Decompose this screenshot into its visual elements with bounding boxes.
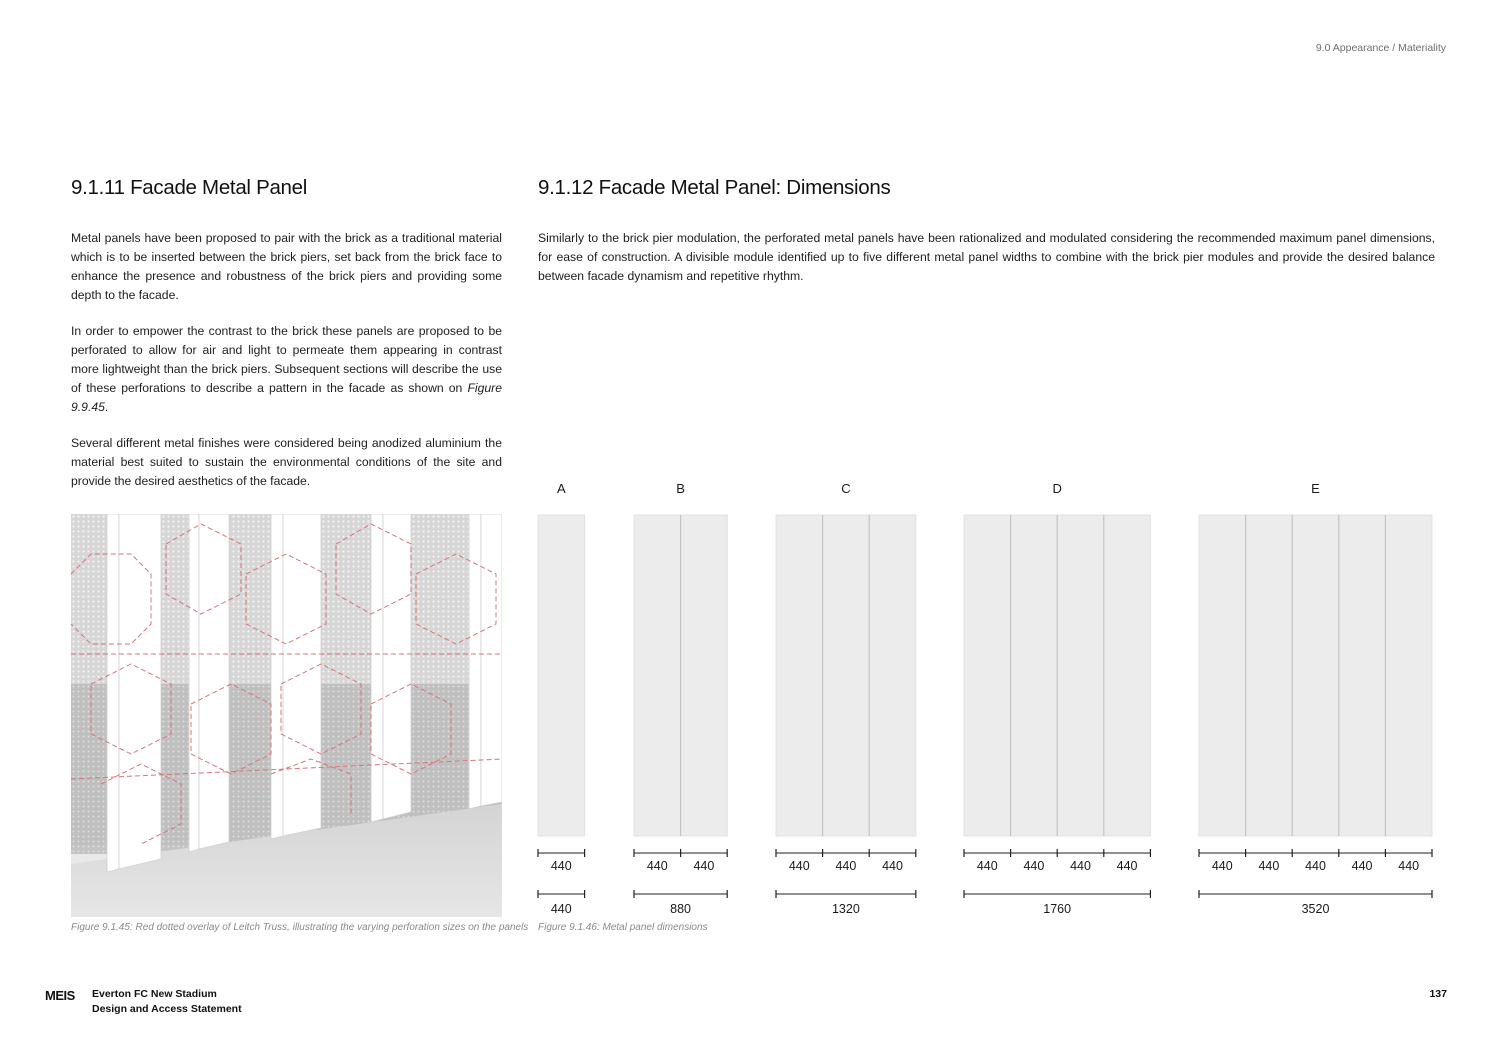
module-dimension-e: 440 bbox=[1211, 859, 1233, 873]
paragraph-3: Several different metal finishes were considered being anodized aluminium the material best suited to sustain the environmental conditions of the site and provide the desired aesthetics of the facade. bbox=[71, 436, 502, 488]
right-intro: Similarly to the brick pier modulation, the perforated metal panels have been rationalized and modulated considering the recommended maximum panel dimensions, for ease of construction. A divisible module identified up to five different metal panel widths to combine with the brick pier modules and provide the desired balance between facade dynamism and repetitive rhythm. bbox=[538, 231, 1435, 283]
left-figure-caption: Figure 9.1.45: Red dotted overlay of Leitch Truss, illustrating the varying perforation sizes on the panels bbox=[71, 922, 529, 933]
module-dimension-e: 440 bbox=[1258, 859, 1280, 873]
module-dimension-c: 440 bbox=[788, 859, 810, 873]
total-dimension-c: 1320 bbox=[831, 902, 860, 916]
panel-label-a: A bbox=[556, 481, 566, 496]
module-dimension-b: 440 bbox=[693, 859, 715, 873]
panel-label-d: D bbox=[1052, 481, 1062, 496]
module-dimension-e: 440 bbox=[1305, 859, 1326, 873]
total-dimension-e: 3520 bbox=[1301, 902, 1330, 916]
module-dimension-b: 440 bbox=[646, 859, 668, 873]
module-dimension-e: 440 bbox=[1398, 859, 1420, 873]
total-dimension-a: 440 bbox=[550, 902, 572, 916]
module-dimension-a: 440 bbox=[550, 859, 572, 873]
paragraph-2: In order to empower the contrast to the brick these panels are proposed to be perforated to allow for air and light to permeate them appearing in contrast more lightweight than the brick piers. Subsequent sections will describe the use of these perforations to describe a pattern in the facade as shown on Figure 9.9.45. bbox=[71, 324, 502, 414]
footer-project-info bbox=[92, 987, 242, 1017]
module-dimension-e: 440 bbox=[1351, 859, 1373, 873]
panel-e bbox=[1199, 515, 1432, 836]
module-dimension-d: 440 bbox=[1070, 859, 1091, 873]
module-dimension-c: 440 bbox=[882, 859, 903, 873]
panel-c bbox=[776, 515, 916, 836]
panel-label-e: E bbox=[1311, 481, 1320, 496]
panel-label-b: B bbox=[676, 481, 685, 496]
panel-label-c: C bbox=[841, 481, 851, 496]
paragraph-1: Metal panels have been proposed to pair with the brick as a traditional material which is to be inserted between the brick piers, set back from the brick face to enhance the presence and robustness of the brick piers and providing some depth to the facade. bbox=[71, 231, 502, 302]
total-dimension-d: 1760 bbox=[1043, 902, 1072, 916]
footer-document: Design and Access Statement bbox=[92, 1003, 242, 1015]
figure-reference: Figure 9.9.45 bbox=[71, 381, 502, 414]
total-dimension-b: 880 bbox=[670, 902, 692, 916]
right-figure-caption: Figure 9.1.46: Metal panel dimensions bbox=[538, 922, 708, 933]
meis-logo: MEIS bbox=[45, 988, 75, 1003]
footer-project: Everton FC New Stadium bbox=[92, 988, 217, 1000]
module-dimension-d: 440 bbox=[976, 859, 998, 873]
left-heading: 9.1.11 Facade Metal Panel bbox=[71, 176, 307, 199]
section-header: 9.0 Appearance / Materiality bbox=[1315, 42, 1446, 54]
panel-a bbox=[538, 515, 585, 836]
module-dimension-d: 440 bbox=[1023, 859, 1045, 873]
module-dimension-c: 440 bbox=[835, 859, 857, 873]
page-number: 137 bbox=[1429, 988, 1447, 1000]
right-heading: 9.1.12 Facade Metal Panel: Dimensions bbox=[538, 176, 891, 199]
module-dimension-d: 440 bbox=[1116, 859, 1138, 873]
